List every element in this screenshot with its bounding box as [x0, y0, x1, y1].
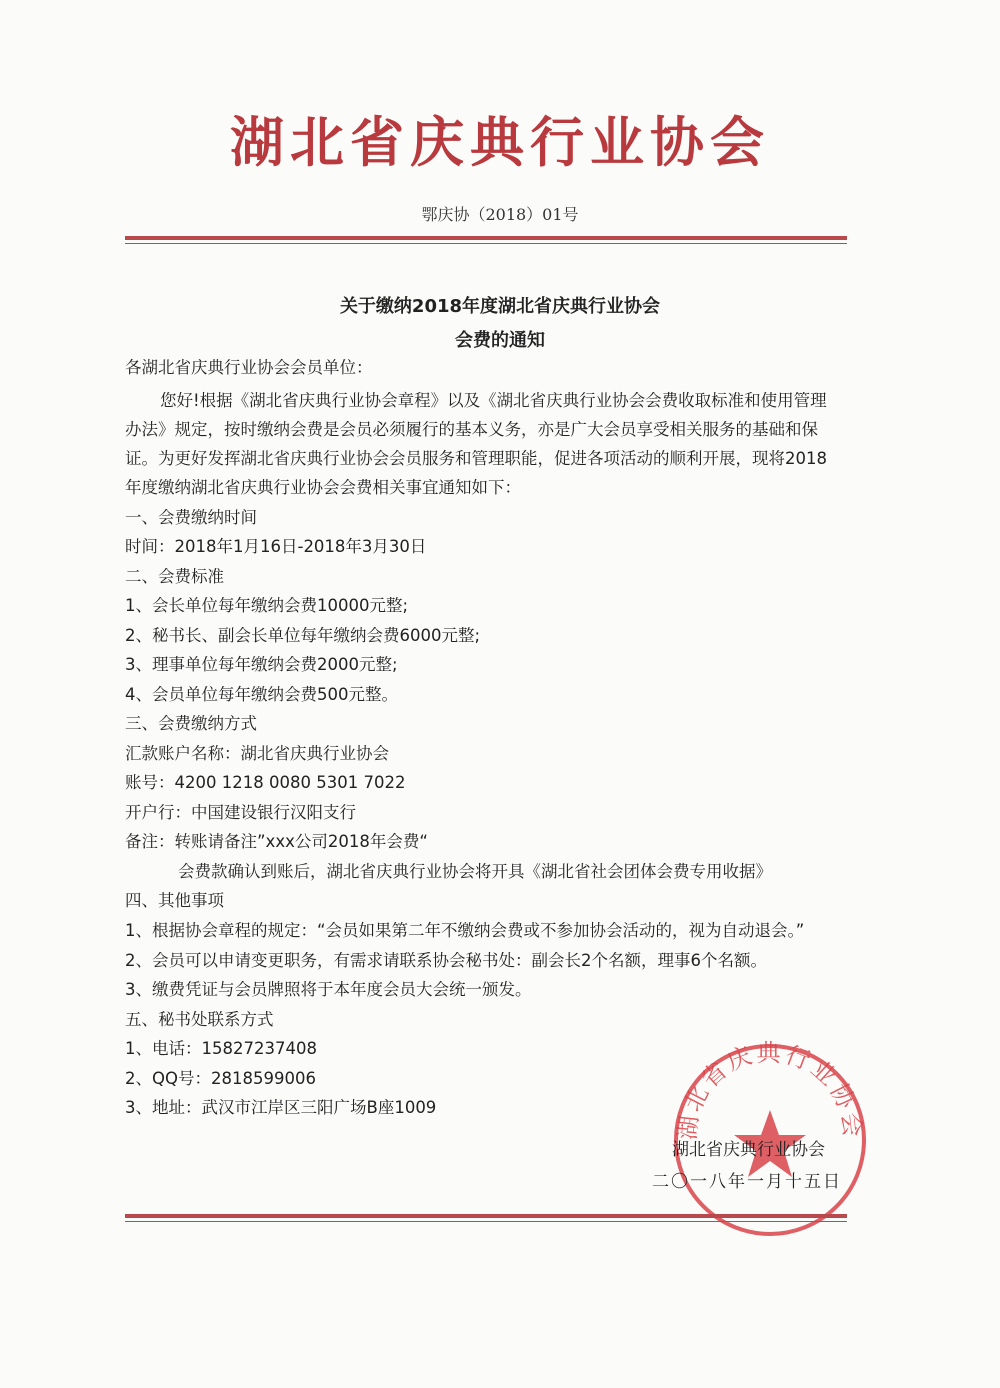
signer-organization: 湖北省庆典行业协会: [672, 1140, 825, 1160]
document-number: 鄂庆协（2018）01号: [421, 205, 579, 224]
notice-title-line1: 关于缴纳2018年度湖北省庆典行业协会: [339, 296, 661, 317]
intro-line: 办法》规定，按时缴纳会费是会员必须履行的基本义务，亦是广大会员享受相关服务的基础和保: [125, 420, 818, 439]
fee-item: 4、会员单位每年缴纳会费500元整。: [125, 685, 398, 704]
salutation: 各湖北省庆典行业协会会员单位：: [125, 358, 373, 377]
section-heading: 二、会费标准: [125, 567, 224, 586]
section-heading: 一、会费缴纳时间: [125, 508, 257, 527]
account-name: 汇款账户名称：湖北省庆典行业协会: [125, 744, 389, 763]
notice-title-line2: 会费的通知: [455, 330, 545, 351]
intro-line: 证。为更好发挥湖北省庆典行业协会会员服务和管理职能，促进各项活动的顺利开展，现将2018: [125, 449, 827, 468]
organization-title: 湖北省庆典行业协会: [230, 110, 770, 174]
header-divider: [125, 236, 847, 244]
section-heading: 五、秘书处联系方式: [125, 1010, 274, 1029]
fee-item: 3、理事单位每年缴纳会费2000元整;: [125, 655, 398, 674]
receipt-note: 会费款确认到账后，湖北省庆典行业协会将开具《湖北省社会团体会费专用收据》: [178, 862, 772, 881]
contact-item: 2、QQ号：2818599006: [125, 1069, 316, 1088]
footer-divider: [125, 1214, 847, 1222]
contact-item: 1、电话：15827237408: [125, 1039, 317, 1058]
bank-name: 开户行：中国建设银行汉阳支行: [125, 803, 356, 822]
issue-date: 二〇一八年一月十五日: [652, 1172, 842, 1192]
other-item: 1、根据协会章程的规定：“会员如果第二年不缴纳会费或不参加协会活动的，视为自动退会。”: [125, 921, 805, 940]
account-number: 账号：4200 1218 0080 5301 7022: [125, 773, 406, 792]
other-item: 2、会员可以申请变更职务，有需求请联系协会秘书处：副会长2个名额，理事6个名额。: [125, 951, 767, 970]
other-item: 3、缴费凭证与会员牌照将于本年度会员大会统一颁发。: [125, 980, 532, 999]
section-heading: 三、会费缴纳方式: [125, 714, 257, 733]
transfer-remark: 备注：转账请备注”xxx公司2018年会费“: [125, 832, 428, 851]
section-heading: 四、其他事项: [125, 891, 224, 910]
contact-item: 3、地址：武汉市江岸区三阳广场B座1009: [125, 1098, 437, 1117]
seal-text: 湖北省庆典行业协会: [673, 1040, 867, 1142]
fee-item: 2、秘书长、副会长单位每年缴纳会费6000元整;: [125, 626, 481, 645]
intro-line: 您好!根据《湖北省庆典行业协会章程》以及《湖北省庆典行业协会会费收取标准和使用管理: [160, 391, 827, 410]
fee-item: 1、会长单位每年缴纳会费10000元整;: [125, 596, 409, 615]
payment-time: 时间：2018年1月16日-2018年3月30日: [125, 537, 427, 556]
intro-line: 年度缴纳湖北省庆典行业协会会费相关事宜通知如下：: [125, 478, 521, 497]
